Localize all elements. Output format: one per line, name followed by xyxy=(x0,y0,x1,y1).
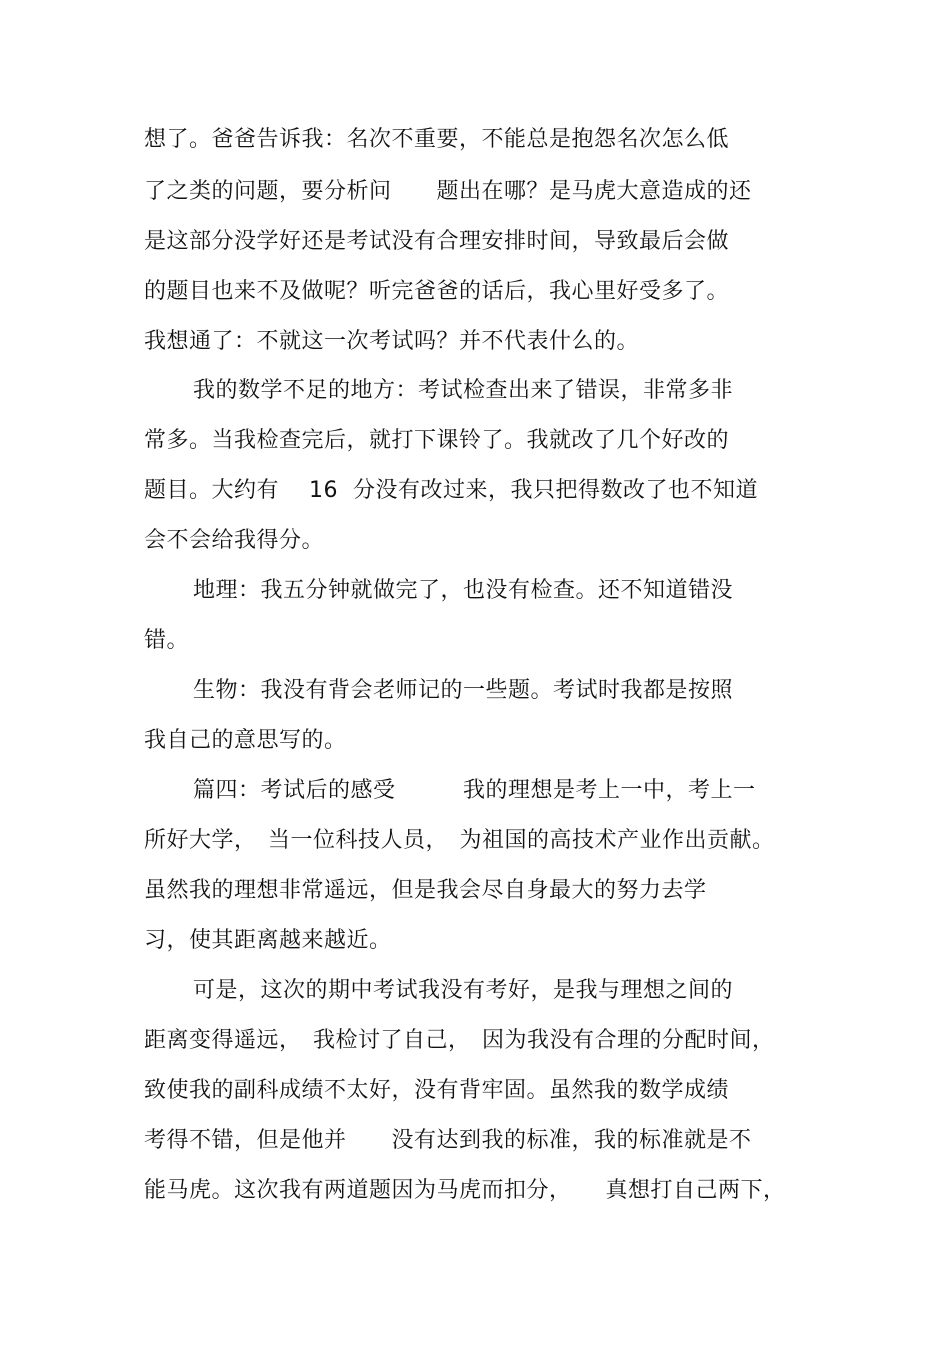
text-line: 习，使其距离越来越近。 xyxy=(144,928,392,953)
text-line: 想了。爸爸告诉我：名次不重要，不能总是抱怨名次怎么低 xyxy=(144,127,730,152)
text-line: 虽然我的理想非常遥远，但是我会尽自身最大的努力去学 xyxy=(144,878,707,903)
text-line: 的题目也来不及做呢？听完爸爸的话后，我心里好受多了。 xyxy=(144,279,730,304)
text-line: 题目。大约有 16 分没有改过来，我只把得数改了也不知道 xyxy=(144,478,758,503)
paragraph-start-line: 篇四：考试后的感受 我的理想是考上一中，考上一 xyxy=(193,778,756,803)
text-line: 会不会给我得分。 xyxy=(144,528,325,553)
text-line: 能马虎。这次我有两道题因为马虎而扣分， 真想打自己两下， xyxy=(144,1178,786,1203)
text-line: 距离变得遥远， 我检讨了自己， 因为我没有合理的分配时间， xyxy=(144,1028,775,1053)
paragraph-start-line: 可是，这次的期中考试我没有考好，是我与理想之间的 xyxy=(193,978,734,1003)
text-line: 致使我的副科成绩不太好，没有背牢固。虽然我的数学成绩 xyxy=(144,1078,730,1103)
text-line: 我想通了：不就这一次考试吗？并不代表什么的。 xyxy=(144,329,640,354)
text-line: 了之类的问题，要分析问 题出在哪？是马虎大意造成的还 xyxy=(144,179,752,204)
text-line: 我自己的意思写的。 xyxy=(144,728,347,753)
text-line: 是这部分没学好还是考试没有合理安排时间，导致最后会做 xyxy=(144,229,730,254)
paragraph-start-line: 生物：我没有背会老师记的一些题。考试时我都是按照 xyxy=(193,678,734,703)
text-line: 考得不错，但是他并 没有达到我的标准，我的标准就是不 xyxy=(144,1128,752,1153)
paragraph-start-line: 我的数学不足的地方：考试检查出来了错误，非常多非 xyxy=(193,378,734,403)
text-line: 错。 xyxy=(144,628,190,653)
paragraph-start-line: 地理：我五分钟就做完了，也没有检查。还不知道错没 xyxy=(193,578,734,603)
text-line: 常多。当我检查完后，就打下课铃了。我就改了几个好改的 xyxy=(144,428,730,453)
text-line: 所好大学， 当一位科技人员， 为祖国的高技术产业作出贡献。 xyxy=(144,828,775,853)
